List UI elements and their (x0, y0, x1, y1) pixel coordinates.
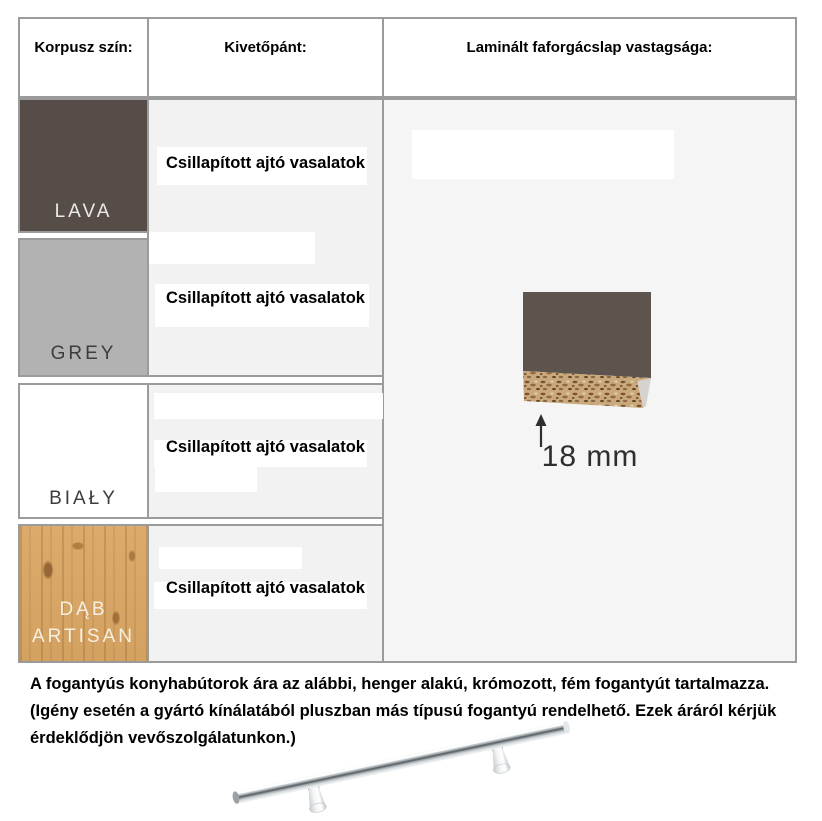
hinge-text-1: Csillapított ajtó vasalatok (166, 154, 365, 172)
hinge-cell-top (147, 98, 384, 377)
swatch-label-lava: LAVA (54, 201, 113, 222)
header-label-body-color: Korpusz szín: (34, 39, 133, 56)
header-cell-hinge (147, 17, 384, 98)
board-top-face (523, 292, 651, 378)
blank-patch (412, 130, 674, 179)
chipboard-illustration (508, 284, 673, 419)
swatch-lava (18, 98, 149, 233)
header-label-hinge: Kivetőpánt: (224, 39, 307, 56)
hinge-cell-bottom (147, 524, 384, 663)
chrome-handle-image (218, 712, 618, 817)
swatch-label-dab: DĄB (59, 599, 108, 620)
blank-patch (155, 467, 257, 492)
swatch-grey (18, 238, 149, 377)
swatch-label-bialy: BIAŁY (49, 488, 118, 509)
thickness-value: 18 mm (541, 440, 639, 473)
blank-patch (154, 393, 383, 419)
header-cell-body-color (18, 17, 149, 98)
hinge-text-4: Csillapított ajtó vasalatok (166, 579, 365, 597)
handle-info-line-2: (Igény esetén a gyártó kínálatából pluszban más típusú fogantyú rendelhető. Ezek áráról kérjük (30, 702, 777, 720)
handle-info-line-1: A fogantyús konyhabútorok ára az alábbi, henger alakú, krómozott, fém fogantyút tartalmazza. (30, 675, 770, 693)
hinge-text-2: Csillapított ajtó vasalatok (166, 289, 365, 307)
blank-patch (149, 232, 315, 264)
swatch-label-grey: GREY (50, 343, 117, 364)
handle-info-line-3: érdeklődjön vevőszolgálatunkon.) (30, 729, 296, 747)
swatch-bialy (18, 383, 149, 519)
hinge-text-3: Csillapított ajtó vasalatok (166, 438, 365, 456)
swatch-dab-artisan (18, 524, 149, 663)
header-label-thickness: Laminált faforgácslap vastagsága: (466, 39, 713, 56)
swatch-label-artisan: ARTISAN (31, 626, 135, 647)
blank-patch (159, 547, 302, 569)
hinge-cell-middle (147, 383, 384, 519)
header-cell-thickness (382, 17, 797, 98)
